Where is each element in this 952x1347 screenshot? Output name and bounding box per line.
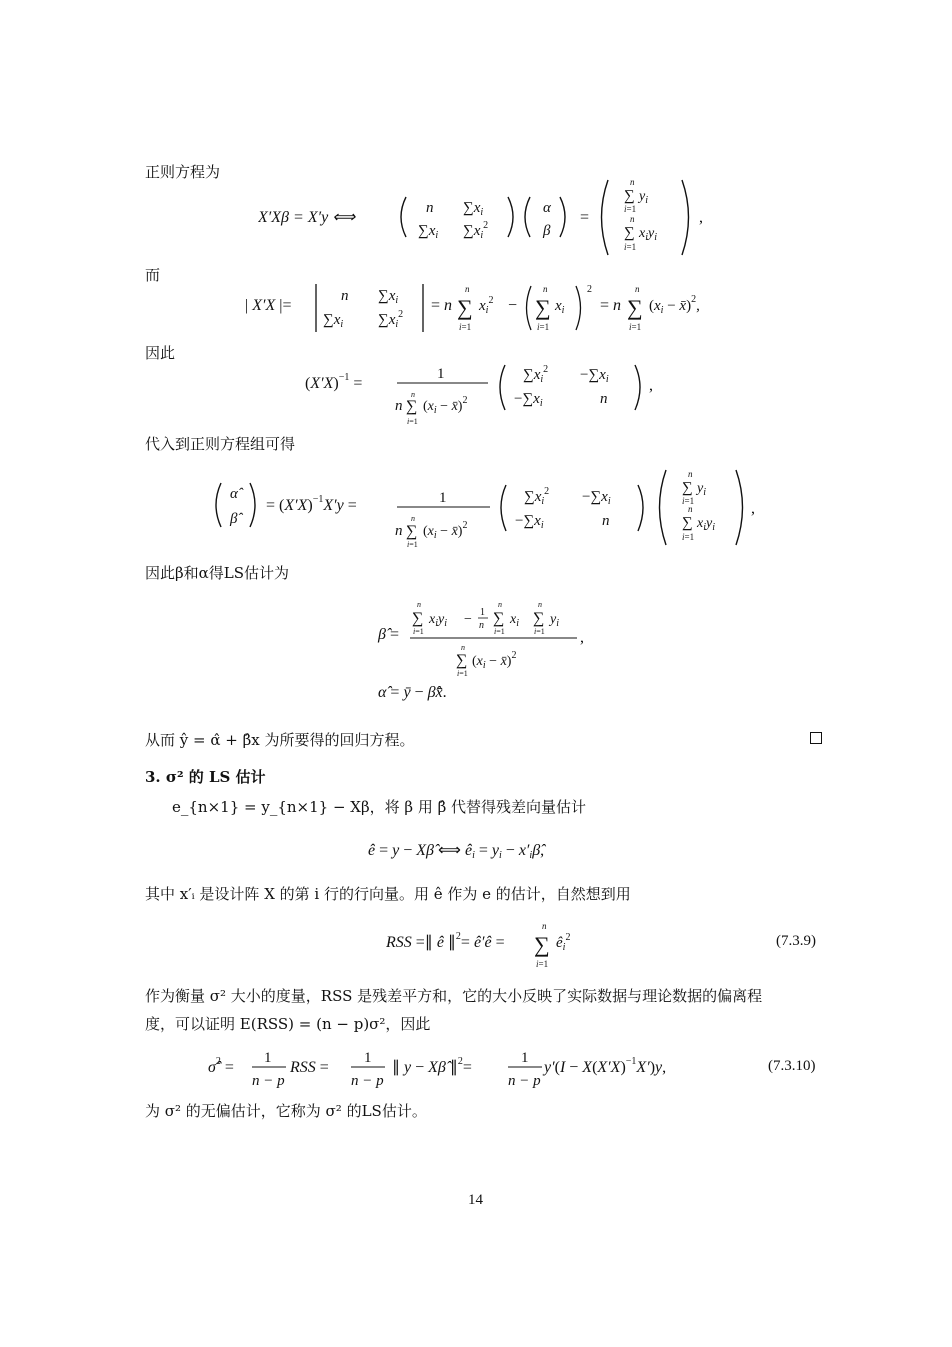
svg-text:−∑xi: $-\sum x_i$ <box>514 391 543 409</box>
svg-text:i=1: i=1 <box>624 242 637 252</box>
svg-text:= n: = n <box>431 297 453 314</box>
para-regression-equation: 从而 ŷ = α̂ + β̂x 为所要得的回归方程。 <box>145 731 415 749</box>
svg-text:1: 1 <box>439 490 447 506</box>
para-residual-intro: e_{n×1} = y_{n×1} − Xβ，将 β 用 β̂ 代替得残差向量估计 <box>172 798 587 816</box>
svg-text:∑xi: $\sum x_i$ <box>463 200 484 218</box>
para-rss-description-1: 作为衡量 σ² 大小的度量，RSS 是残差平方和，它的大小反映了实际数据与理论数据的偏离程 <box>145 987 763 1005</box>
svg-text:β̂: β̂ <box>230 511 238 527</box>
svg-text:−: − <box>464 612 472 627</box>
svg-text:i=1: i=1 <box>457 669 468 678</box>
svg-text:xi2: $x_i^2$ <box>479 295 494 316</box>
equation-number-7-3-10: (7.3.10) <box>768 1058 816 1074</box>
svg-text:σ̂2 =: σ̂$^2$ = <box>208 1056 234 1076</box>
svg-text:= n: = n <box>600 297 622 314</box>
svg-text:∑: ∑ <box>412 610 424 627</box>
svg-text:n: n <box>498 600 502 609</box>
svg-text:n: n <box>411 514 415 523</box>
svg-text:(xi − x̄)2,: ($x_i$ − x̄)$^2$, <box>649 294 700 316</box>
svg-text:xi: $x_i$ <box>510 612 519 629</box>
svg-text:n: n <box>465 284 470 294</box>
svg-text:(xi − x̄)2: ($x_i$ − x̄)$^2$ <box>423 395 468 416</box>
para-ls-estimate-intro: 因此β和α得LS估计为 <box>145 564 290 582</box>
svg-text:i=1: i=1 <box>629 322 642 332</box>
svg-text:1: 1 <box>437 366 445 382</box>
svg-text:n: n <box>341 288 349 304</box>
equation-sigma-hat <box>208 1045 708 1090</box>
equation-beta-alpha-hat <box>372 595 602 705</box>
svg-text:yi: $y_i$ <box>550 612 559 629</box>
svg-text:∑xi2: $\sum x_i^2$ <box>523 364 549 385</box>
svg-text:RSS =: RSS = <box>290 1059 329 1076</box>
svg-text:i=1: i=1 <box>459 322 472 332</box>
svg-text:1: 1 <box>264 1050 272 1066</box>
svg-text:∑xi2: $\sum x_i^2$ <box>524 486 550 507</box>
svg-text:α̂ = ȳ − β̂x̄.: α̂ = ȳ − β̂x̄. <box>378 684 447 701</box>
svg-text:α̂: α̂ <box>230 486 238 502</box>
svg-text:i=1: i=1 <box>534 627 545 636</box>
svg-text:i=1: i=1 <box>537 322 550 332</box>
equation-rss <box>386 915 586 970</box>
svg-text:∑: ∑ <box>534 932 550 957</box>
svg-text:∑: ∑ <box>406 523 418 540</box>
svg-text:n: n <box>395 523 403 539</box>
svg-text:n: n <box>688 469 693 479</box>
svg-text:(X′X)−1 =: $(X'X)^{-1}$ = <box>305 372 363 392</box>
svg-text:n: n <box>411 390 415 399</box>
svg-text:n: n <box>479 620 484 631</box>
svg-text:xiyi: $x_iy_i$ <box>429 612 447 629</box>
svg-text:n: n <box>630 214 635 224</box>
svg-text:β: β <box>543 223 551 239</box>
svg-text:n: n <box>602 513 610 529</box>
svg-text:| X′X |=: | X′X |= <box>245 297 292 314</box>
svg-text:n: n <box>635 284 640 294</box>
svg-text:−∑xi: $-\sum x_i$ <box>580 367 609 385</box>
svg-text:−: − <box>508 297 518 314</box>
svg-text:X′Xβ = X′y ⟺: X′Xβ = X′y ⟺ <box>258 209 356 226</box>
svg-text:n: n <box>630 177 635 187</box>
svg-text:∑xi: $\sum x_i$ <box>378 288 399 306</box>
equation-residual <box>368 835 608 865</box>
para-therefore-1: 因此 <box>145 344 176 362</box>
svg-text:∑xi: $\sum x_i$ <box>323 312 344 330</box>
svg-text:n: n <box>543 284 548 294</box>
svg-text:y′(I − X(X′X)−1X′)y,: $y'(I - X(X'X)^{-1}X')y$, <box>544 1056 667 1076</box>
para-substitute: 代入到正则方程组可得 <box>145 435 296 453</box>
svg-text:n: n <box>417 600 421 609</box>
svg-text:n: n <box>542 921 547 931</box>
svg-text:RSS =∥ ê ∥2= ê′ê =: RSS =∥ ê ∥$^2$= ê′ê = <box>386 931 505 951</box>
equation-inverse <box>305 355 685 430</box>
svg-text:=: = <box>580 209 590 226</box>
svg-text:1: 1 <box>480 607 485 618</box>
svg-text:i=1: i=1 <box>413 627 424 636</box>
svg-text:= (X′X)−1X′y =: = $(X'X)^{-1}X'y$ = <box>266 494 357 514</box>
svg-text:∑: ∑ <box>535 295 551 320</box>
svg-text:−∑xi: $-\sum x_i$ <box>582 489 611 507</box>
svg-text:∑: ∑ <box>624 188 635 204</box>
svg-text:n: n <box>600 391 608 407</box>
svg-text:êi2: $ê_i^2$ <box>556 932 571 953</box>
svg-text:∑: ∑ <box>457 295 473 320</box>
svg-text:i=1: i=1 <box>624 204 637 214</box>
para-and: 而 <box>145 266 161 284</box>
svg-text:yi: $y_i$ <box>639 189 648 206</box>
section-title-sigma-ls: 3. σ² 的 LS 估计 <box>145 768 266 786</box>
svg-text:∑: ∑ <box>682 480 693 496</box>
svg-text:,: , <box>649 377 653 394</box>
svg-text:n − p: n − p <box>252 1073 285 1089</box>
svg-text:,: , <box>699 209 703 226</box>
svg-text:∑: ∑ <box>406 398 418 415</box>
svg-text:∑xi2: $\sum x_i^2$ <box>463 220 489 241</box>
svg-text:1: 1 <box>521 1050 529 1066</box>
svg-text:2: 2 <box>587 284 592 295</box>
svg-text:n: n <box>688 504 693 514</box>
svg-text:n: n <box>461 643 465 652</box>
svg-text:xiyi: $x_iy_i$ <box>697 516 715 533</box>
svg-text:∑: ∑ <box>624 225 635 241</box>
svg-text:i=1: i=1 <box>682 496 695 506</box>
svg-text:(xi − x̄)2: ($x_i$ − x̄)$^2$ <box>423 520 468 541</box>
svg-text:n: n <box>538 600 542 609</box>
svg-text:xi: $x_i$ <box>555 298 565 316</box>
svg-text:β̂ =: β̂ = <box>378 626 399 643</box>
para-normal-equation-intro: 正则方程为 <box>145 163 221 181</box>
svg-text:∑: ∑ <box>627 295 643 320</box>
para-design-matrix: 其中 x′ᵢ 是设计阵 X 的第 i 行的行向量。用 ê 作为 e 的估计，自然想到用 <box>145 885 631 903</box>
qed-symbol <box>810 732 822 744</box>
svg-text:i=1: i=1 <box>682 532 695 542</box>
svg-text:,: , <box>580 629 584 646</box>
svg-text:xiyi: $x_iy_i$ <box>639 226 657 243</box>
svg-text:∑xi: $\sum x_i$ <box>418 223 439 241</box>
svg-text:∥ y − Xβ̂ ∥2=: ∥ y − Xβ̂ ∥$^2$= <box>392 1056 472 1076</box>
page-number: 14 <box>468 1192 483 1208</box>
svg-text:∑: ∑ <box>682 515 693 531</box>
equation-determinant <box>245 278 735 338</box>
equation-solution-vector <box>208 465 768 555</box>
svg-text:,: , <box>751 500 755 517</box>
svg-text:1: 1 <box>364 1050 372 1066</box>
para-rss-description-2: 度，可以证明 E(RSS) = (n − p)σ²，因此 <box>145 1015 431 1033</box>
svg-text:n: n <box>395 398 403 414</box>
svg-text:i=1: i=1 <box>536 959 549 969</box>
svg-text:(xi − x̄)2: ($x_i$ − x̄)$^2$ <box>472 650 517 671</box>
svg-text:yi: $y_i$ <box>697 481 706 498</box>
svg-text:∑: ∑ <box>533 610 545 627</box>
svg-text:n − p: n − p <box>351 1073 384 1089</box>
svg-text:i=1: i=1 <box>494 627 505 636</box>
svg-text:i=1: i=1 <box>407 417 418 426</box>
svg-text:∑xi2: $\sum x_i^2$ <box>378 309 404 330</box>
svg-text:n − p: n − p <box>508 1073 541 1089</box>
svg-text:i=1: i=1 <box>407 540 418 549</box>
svg-text:−∑xi: $-\sum x_i$ <box>515 513 544 531</box>
svg-text:ê = y − Xβ̂ ⟺ êi = yi − x′iβ̂,: ê = y − Xβ̂ ⟺ êi = yi − x′iβ̂, <box>368 842 545 861</box>
para-unbiased: 为 σ² 的无偏估计，它称为 σ² 的LS估计。 <box>145 1102 427 1120</box>
svg-text:∑: ∑ <box>456 652 468 669</box>
equation-normal-equation <box>258 175 718 260</box>
svg-text:n: n <box>426 200 434 216</box>
svg-text:α: α <box>543 200 551 216</box>
svg-text:∑: ∑ <box>493 610 505 627</box>
equation-number-7-3-9: (7.3.9) <box>776 933 816 949</box>
